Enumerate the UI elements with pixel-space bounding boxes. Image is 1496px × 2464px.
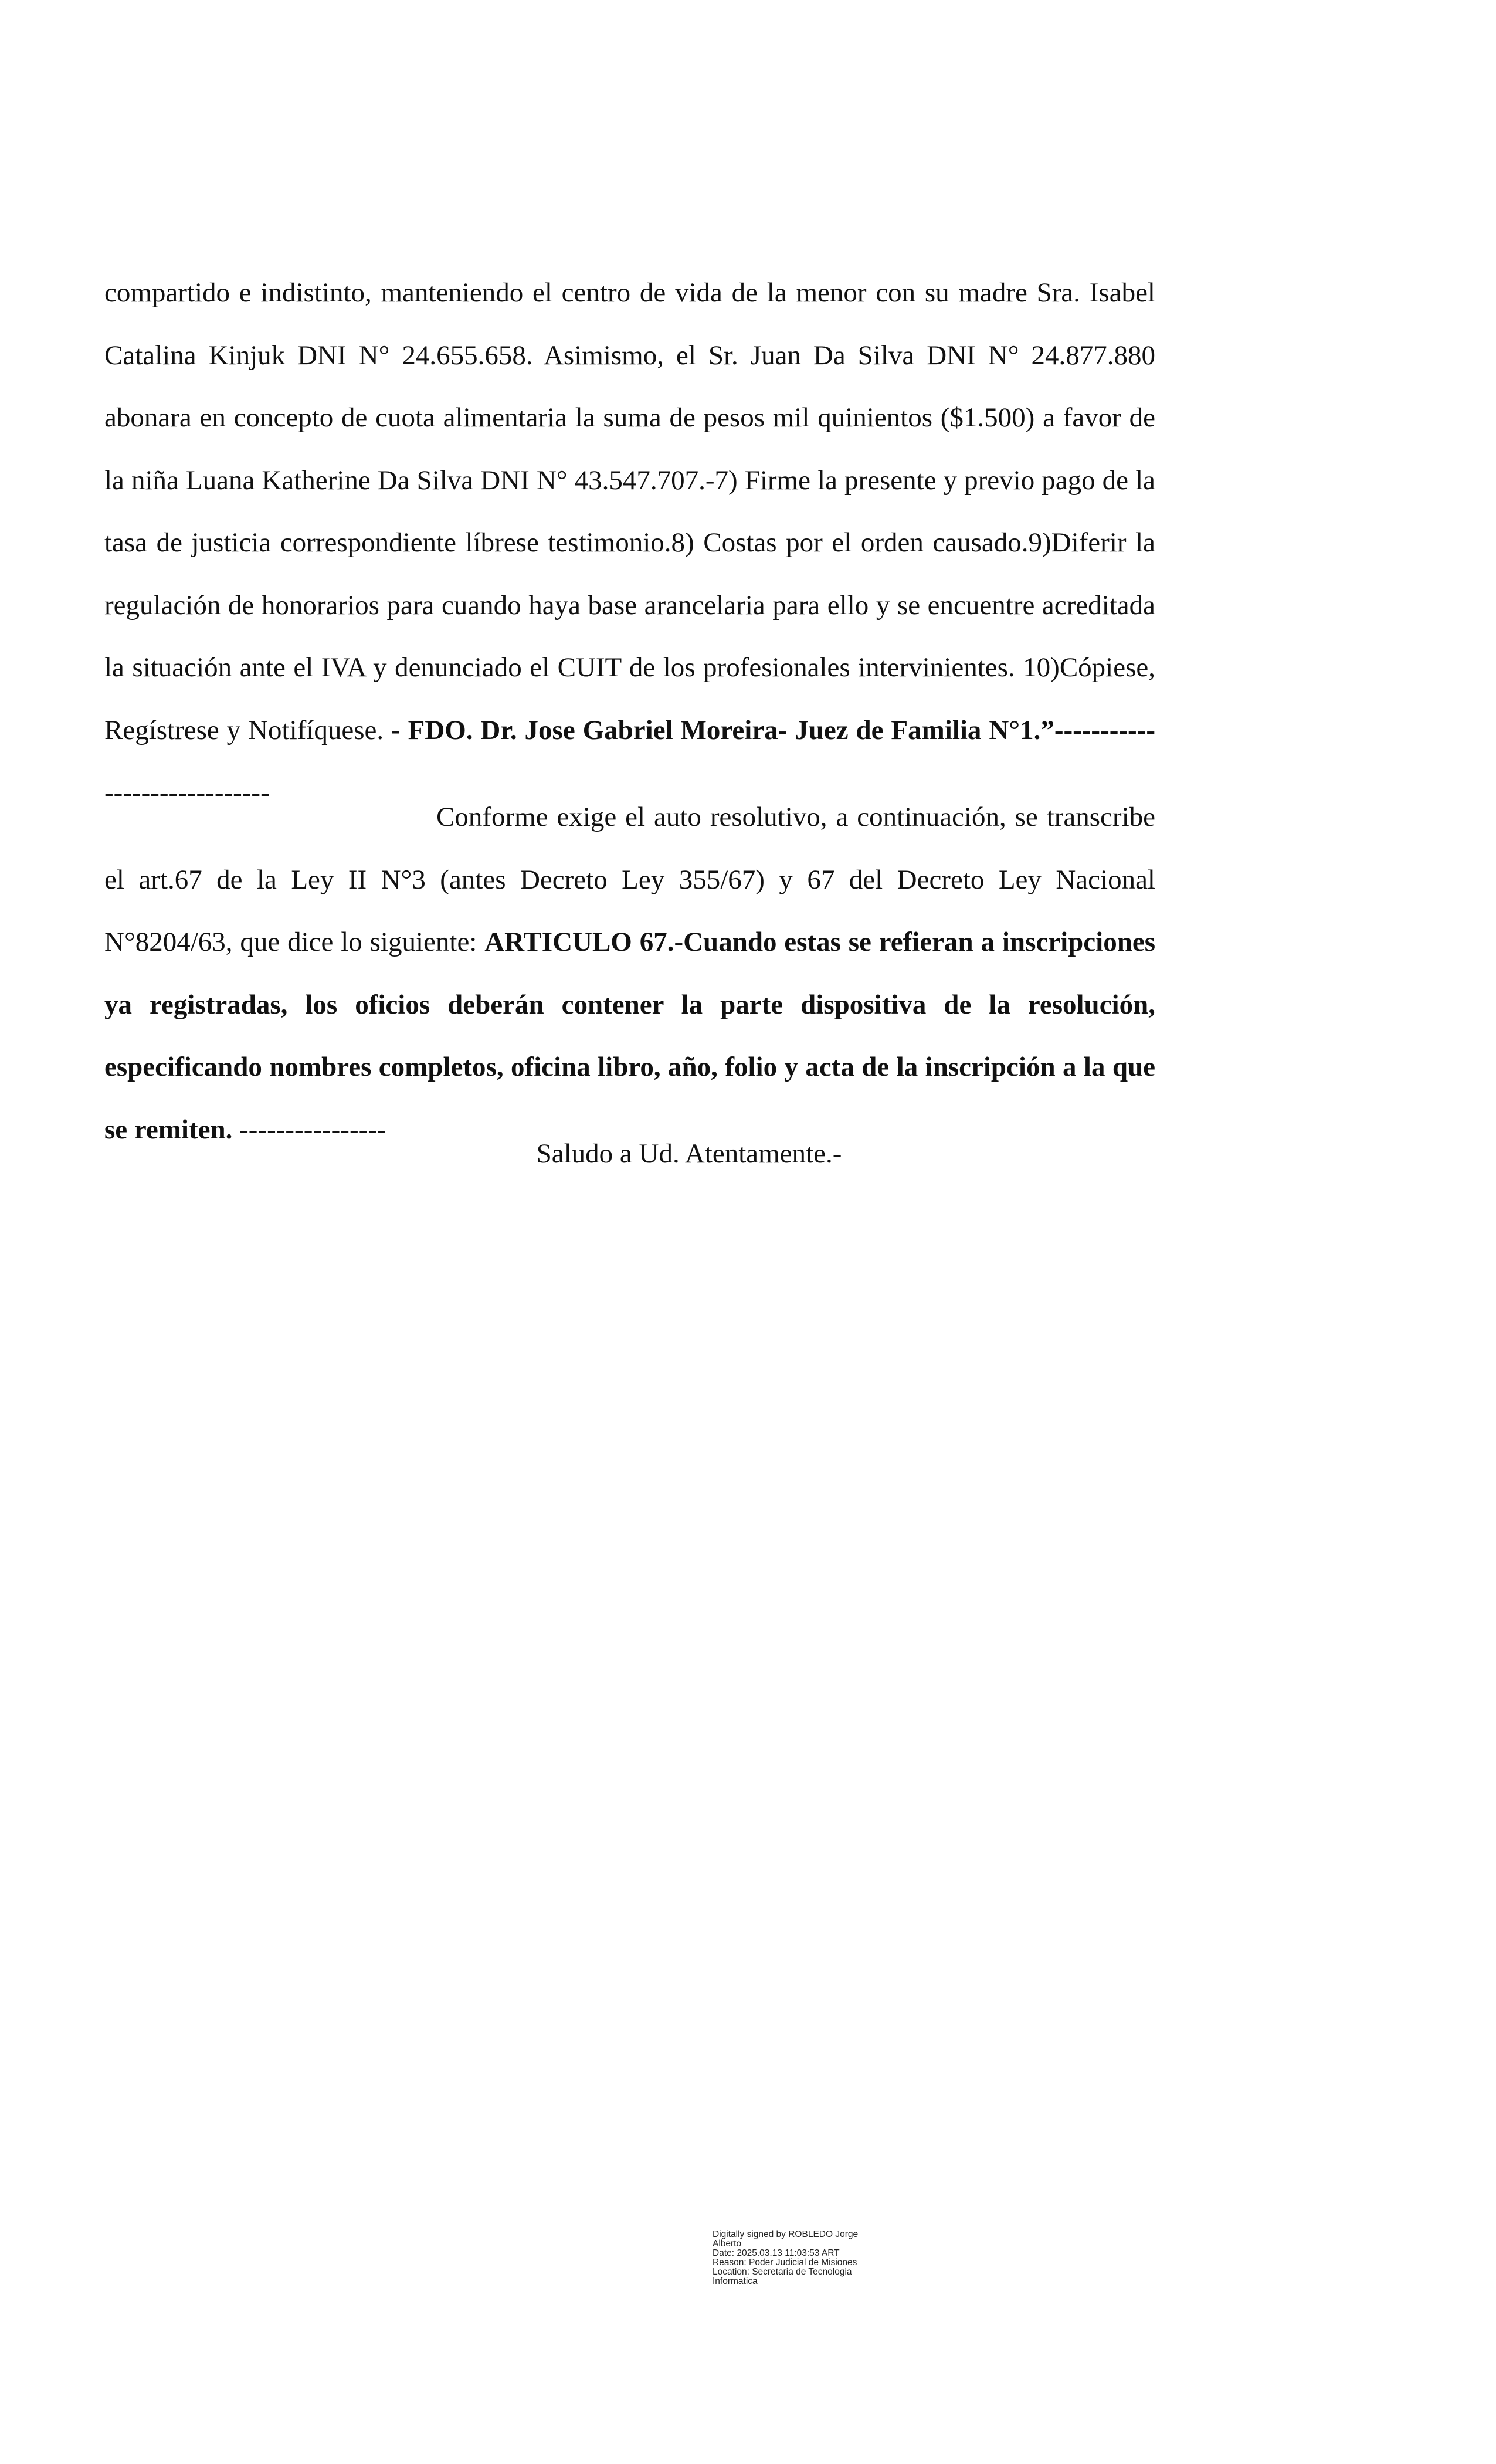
resolution-paragraph <box>104 262 1155 824</box>
judge-signature-line: FDO. Dr. Jose Gabriel Moreira- Juez de Familia N°1.”----------------------------- <box>104 714 1155 808</box>
signature-location-2: Informatica <box>713 2276 758 2286</box>
signature-reason: Reason: Poder Judicial de Misiones <box>713 2258 857 2268</box>
resolution-text: compartido e indistinto, manteniendo el centro de vida de la menor con su madre Sra. Isabel Catalina Kinjuk DNI N° 24.655.658. Asimismo, el Sr. Juan Da Silva DNI N° 24.877.880 abonara en concepto de cuota alimentaria la suma de pesos mil quinientos ($1.500) a favor de la niña Luana Katherine Da Silva DNI N° 43.547.707.-7) Firme la presente y previo pago de la tasa de justicia correspondiente líbrese testimonio.8) Costas por el orden causado.9)Diferir la regulación de honorarios para cuando haya base arancelaria para ello y se encuentre acreditada la situación ante el IVA y denunciado el CUIT de los profesionales intervinientes. 10)Cópiese, Regístrese y Notifíquese. - <box>104 277 1155 745</box>
signature-signer-line: Digitally signed by ROBLEDO Jorge <box>713 2229 859 2239</box>
article-67-text: ARTICULO 67.-Cuando estas se refieran a inscripciones ya registradas, los oficios deberán contener la parte dispositiva de la resolución, especificando nombres completos, oficina libro, año, folio y acta de la inscripción a la que se remiten. ---------------- <box>104 927 1155 1145</box>
transcription-intro-text: Conforme exige el auto resolutivo, a continuación, se transcribe el art.67 de la Ley II N°3 (antes Decreto Ley 355/67) y 67 del Decreto Ley Nacional N°8204/63, que dice lo siguiente: <box>104 802 1155 957</box>
digital-signature-stamp <box>713 2230 900 2286</box>
signature-date: Date: 2025.03.13 11:03:53 ART <box>713 2248 840 2258</box>
signature-signer-line-2: Alberto <box>713 2239 742 2249</box>
closing-salutation: Saludo a Ud. Atentamente.- <box>536 1138 842 1169</box>
signature-location: Location: Secretaria de Tecnologia <box>713 2267 852 2277</box>
law-transcription-paragraph <box>104 786 1155 1161</box>
